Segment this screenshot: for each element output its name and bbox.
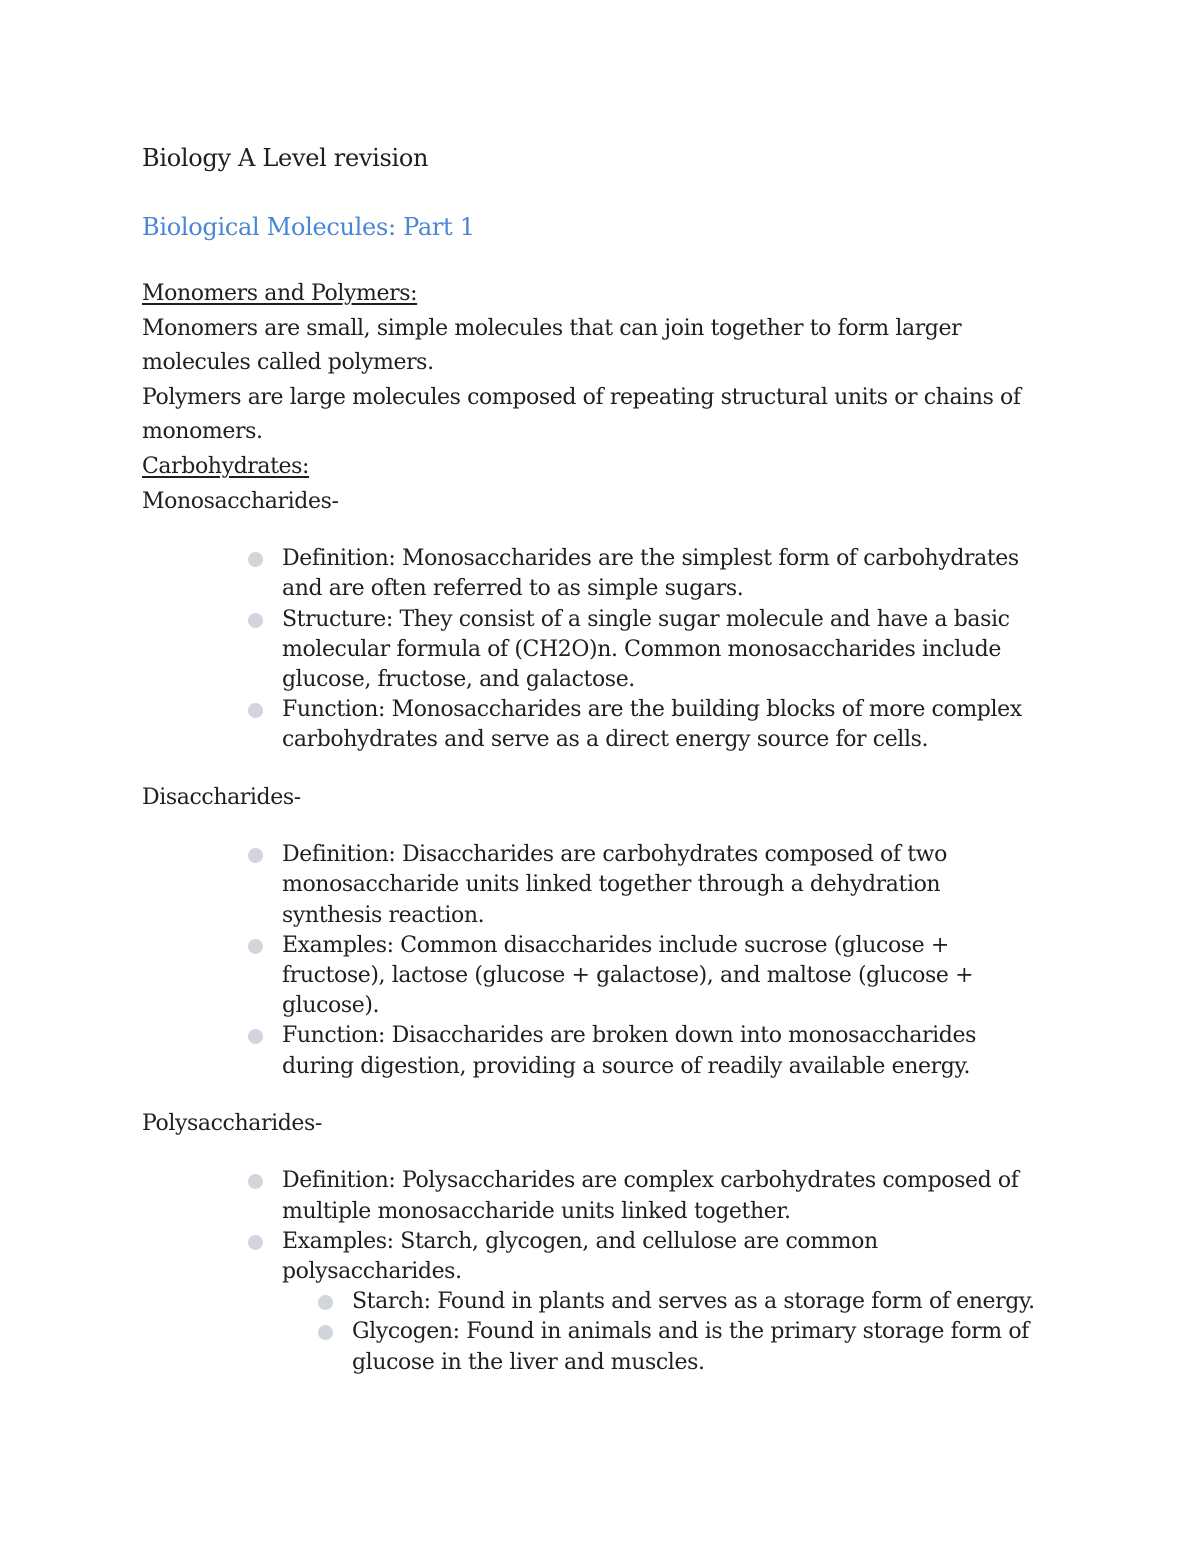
bullet-icon: [318, 1325, 333, 1340]
sub-list-item: [352, 1287, 1042, 1317]
list-item-text: Definition: Polysaccharides are complex carbohydrates composed of multiple monosaccharide units linked together.: [282, 1168, 1019, 1224]
bullet-icon: [248, 703, 263, 718]
list-item: [282, 544, 1042, 604]
monomers-text-line-1: Monomers are small, simple molecules that can join together to form larger: [142, 315, 962, 341]
list-item-text: Definition: Disaccharides are carbohydrates composed of two monosaccharide units linked together through a dehydration synthesis reaction.: [282, 842, 947, 928]
monosaccharides-list: [142, 544, 1042, 755]
monosaccharides-heading: Monosaccharides-: [142, 488, 339, 514]
disaccharides-list: [142, 840, 1042, 1082]
list-item: [282, 1021, 1042, 1081]
list-item: [282, 605, 1042, 696]
polysaccharides-list: [142, 1166, 1042, 1377]
list-item: [282, 695, 1042, 755]
list-item-text: Structure: They consist of a single sugar molecule and have a basic molecular formula of (CH2O)n. Common monosaccharides include glucose, fructose, and galactose.: [282, 606, 1010, 692]
section-heading: Biological Molecules: Part 1: [142, 213, 475, 241]
document-page: [142, 138, 1042, 1378]
list-item-text: Examples: Starch, glycogen, and cellulose are common polysaccharides.: [282, 1228, 878, 1284]
bullet-icon: [248, 552, 263, 567]
bullet-icon: [318, 1295, 333, 1310]
monomers-text-line-2: molecules called polymers.: [142, 350, 434, 376]
carbohydrates-heading: Carbohydrates:: [142, 453, 310, 479]
list-item: [282, 840, 1042, 931]
list-item: [282, 1227, 1042, 1378]
list-item-text: Function: Disaccharides are broken down into monosaccharides during digestion, providing a source of readily available energy.: [282, 1023, 976, 1079]
bullet-icon: [248, 1174, 263, 1189]
sub-list-item-text: Glycogen: Found in animals and is the primary storage form of glucose in the liver and muscles.: [352, 1319, 1029, 1375]
polysaccharides-sub-list: [282, 1287, 1042, 1378]
list-item: [282, 931, 1042, 1022]
list-item-text: Definition: Monosaccharides are the simplest form of carbohydrates and are often referred to as simple sugars.: [282, 546, 1019, 602]
bullet-icon: [248, 1235, 263, 1250]
sub-list-item-text: Starch: Found in plants and serves as a storage form of energy.: [352, 1289, 1035, 1315]
list-item: [282, 1166, 1042, 1226]
polysaccharides-heading: Polysaccharides-: [142, 1110, 322, 1136]
monomers-heading: Monomers and Polymers:: [142, 281, 418, 306]
document-title: Biology A Level revision: [142, 144, 429, 172]
list-item-text: Function: Monosaccharides are the building blocks of more complex carbohydrates and serve as a direct energy source for cells.: [282, 697, 1022, 753]
list-item-text: Examples: Common disaccharides include sucrose (glucose + fructose), lactose (glucose + galactose), and maltose (glucose + glucose).: [282, 932, 974, 1019]
sub-list-item: [352, 1317, 1042, 1377]
bullet-icon: [248, 848, 263, 863]
polymers-text-line-1: Polymers are large molecules composed of repeating structural units or chains of: [142, 384, 1021, 410]
bullet-icon: [248, 1029, 263, 1044]
bullet-icon: [248, 613, 263, 628]
bullet-icon: [248, 939, 263, 954]
disaccharides-heading: Disaccharides-: [142, 784, 301, 810]
polymers-text-line-2: monomers.: [142, 419, 263, 445]
